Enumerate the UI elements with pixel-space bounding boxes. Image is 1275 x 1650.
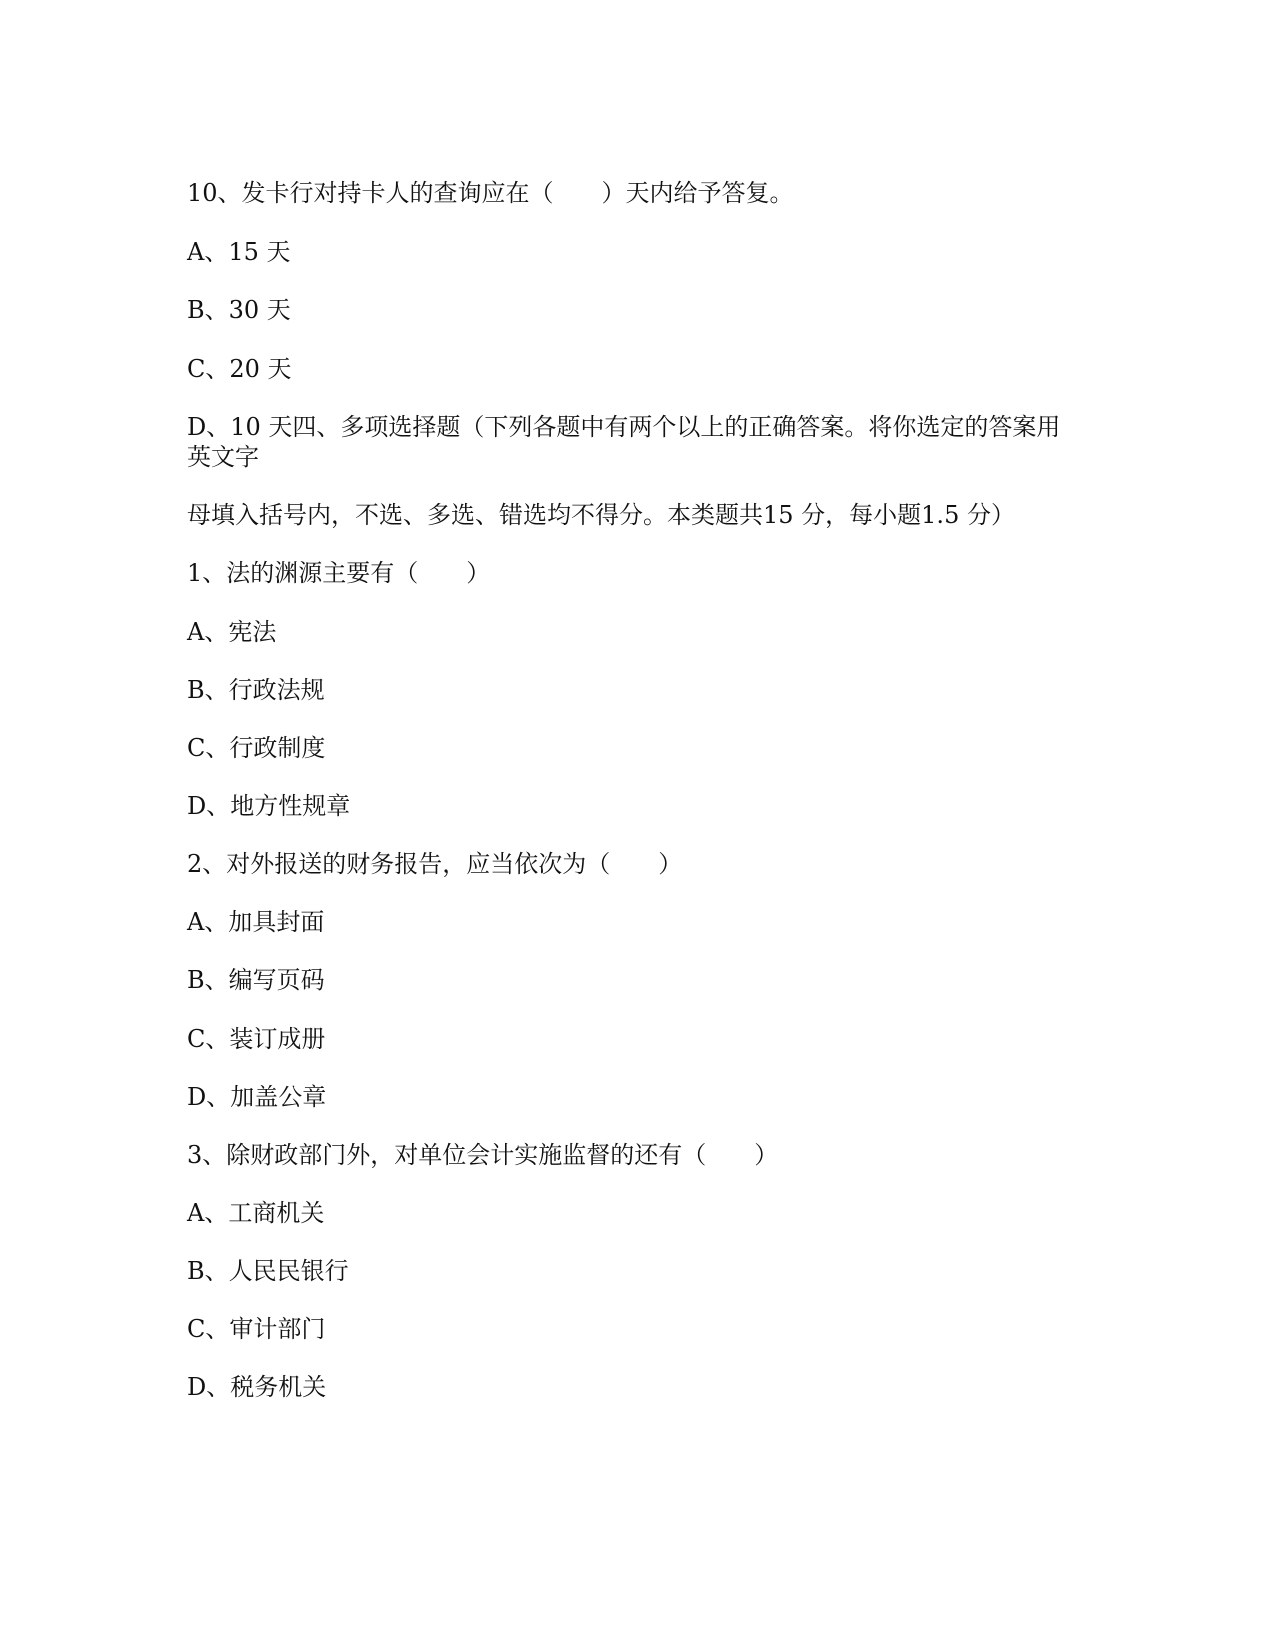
question-3-option-c: C、审计部门 [187, 1315, 326, 1343]
question-10-option-d-and-section-heading: D、10 天四、多项选择题（下列各题中有两个以上的正确答案。将你选定的答案用 [187, 413, 1061, 441]
question-2-text: 2、对外报送的财务报告，应当依次为（ ） [187, 850, 683, 878]
question-10-option-c: C、20 天 [187, 355, 292, 383]
question-10-text: 10、发卡行对持卡人的查询应在（ ）天内给予答复。 [187, 179, 794, 207]
question-3-option-a: A、工商机关 [187, 1199, 325, 1227]
question-3-text: 3、除财政部门外，对单位会计实施监督的还有（ ） [187, 1141, 779, 1169]
question-1-option-a: A、宪法 [187, 618, 277, 646]
question-2-option-b: B、编写页码 [187, 966, 325, 994]
question-1-option-b: B、行政法规 [187, 676, 325, 704]
question-2-option-c: C、装订成册 [187, 1025, 326, 1053]
section-instructions: 母填入括号内，不选、多选、错选均不得分。本类题共15 分，每小题1.5 分） [187, 501, 1015, 529]
question-3-option-d: D、税务机关 [187, 1373, 327, 1401]
question-2-option-a: A、加具封面 [187, 908, 325, 936]
question-1-text: 1、法的渊源主要有（ ） [187, 559, 491, 587]
question-2-option-d: D、加盖公章 [187, 1083, 327, 1111]
question-10-option-a: A、15 天 [187, 238, 291, 266]
question-1-option-d: D、地方性规章 [187, 792, 351, 820]
question-10-option-b: B、30 天 [187, 296, 291, 324]
question-1-option-c: C、行政制度 [187, 734, 326, 762]
section-heading-continued: 英文字 [187, 443, 259, 471]
question-3-option-b: B、人民民银行 [187, 1257, 349, 1285]
